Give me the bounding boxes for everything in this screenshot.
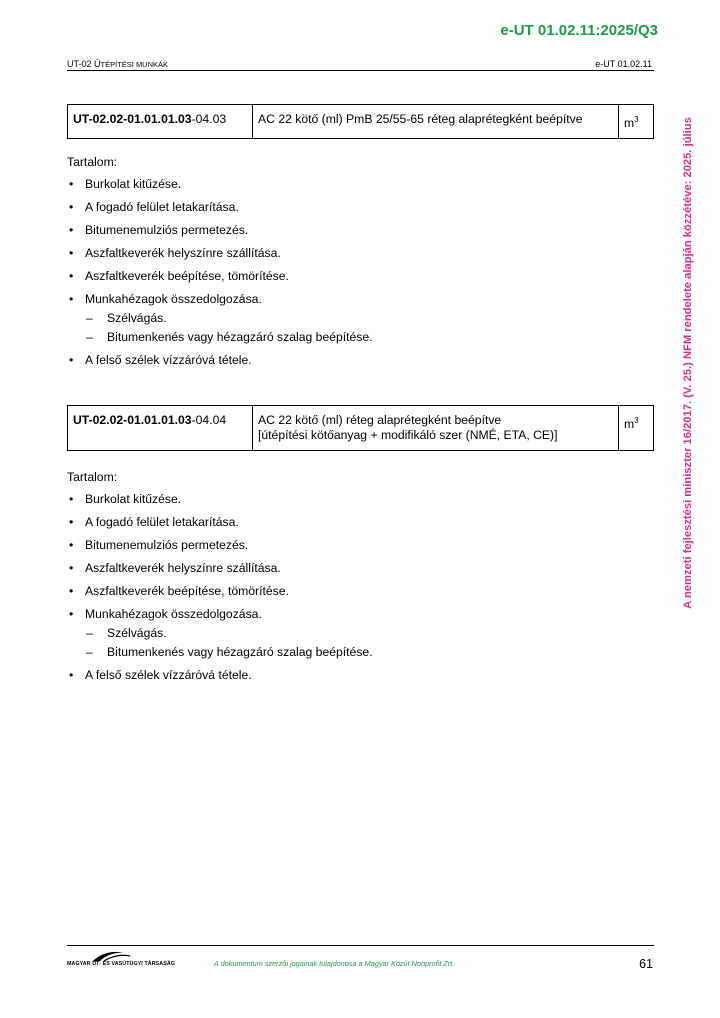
sub-list-item: – Szélvágás. [85, 626, 373, 641]
header-divider [67, 70, 654, 71]
item-unit-base: m [624, 116, 635, 131]
footer-divider [67, 945, 654, 946]
list-item: • Aszfaltkeverék beépítése, tömörítése. [67, 269, 373, 284]
sub-list-item: – Szélvágás. [85, 311, 373, 326]
list-item-text: Munkahézagok összedolgozása. [85, 607, 262, 621]
page-number: 61 [639, 957, 653, 971]
item-unit [619, 406, 654, 451]
list-item: • Burkolat kitűzése. [67, 492, 373, 507]
item-code [68, 105, 253, 139]
document-code: e-UT 01.02.11:2025/Q3 [500, 22, 658, 39]
header-section-first-letter: Ú [94, 59, 101, 69]
sub-list-item: – Bitumenkenés vagy hézagzáró szalag beépítése. [85, 330, 373, 345]
item-row [68, 406, 654, 451]
item-unit [619, 105, 654, 139]
list-item-text: Munkahézagok összedolgozása. [85, 292, 262, 306]
list-item: • Aszfaltkeverék helyszínre szállítása. [67, 561, 373, 576]
item-row [68, 105, 654, 139]
list-item: • A felső szélek vízzáróvá tétele. [67, 668, 373, 683]
item-description [253, 406, 619, 451]
item-code-bold: UT-02.02-01.01.01.03 [73, 413, 192, 427]
item-description [253, 105, 619, 139]
content-list [67, 177, 373, 368]
sub-list [85, 626, 373, 660]
header-section-prefix: UT-02 [67, 59, 95, 69]
content-label: Tartalom: [67, 470, 118, 484]
item-description-line-2: [útépítési kötőanyag + modifikáló szer (NMÉ, ETA, CE)] [258, 428, 558, 442]
running-header-section [67, 59, 168, 69]
item-code-suffix: -04.04 [191, 413, 227, 427]
item-description-line: AC 22 kötő (ml) PmB 25/55-65 réteg alaprétegként beépítve [258, 112, 583, 126]
item-table-2 [67, 405, 654, 451]
list-item: • Bitumenemulziós permetezés. [67, 223, 373, 238]
side-note-text: A nemzeti fejlesztési miniszter 16/2017. (V. 25.) NFM rendelete alapján közzétéve: 2025. július [682, 116, 694, 609]
copyright-notice: A dokumentum szerzői jogainak tulajdonosa a Magyar Közút Nonprofit Zrt. [214, 959, 455, 968]
publication-side-note [681, 95, 695, 630]
content-list [67, 492, 373, 683]
sub-list [85, 311, 373, 345]
item-description-line: AC 22 kötő (ml) réteg alaprétegként beépítve [258, 413, 502, 427]
content-label: Tartalom: [67, 155, 118, 169]
list-item: • A fogadó felület letakarítása. [67, 515, 373, 530]
list-item-with-subitems [67, 607, 373, 660]
item-unit-exponent: 3 [634, 115, 639, 124]
item-content-1 [67, 155, 373, 376]
list-item: • A fogadó felület letakarítása. [67, 200, 373, 215]
item-code [68, 406, 253, 451]
header-section-rest: TÉPÍTÉSI MUNKÁK [100, 60, 169, 69]
society-logo-text: MAGYAR ÚT- ÉS VASÚTÜGYI TÁRSASÁG [67, 961, 175, 967]
item-unit-base: m [624, 417, 635, 432]
item-code-suffix: -04.03 [191, 112, 227, 126]
item-content-2 [67, 470, 373, 691]
list-item: • Burkolat kitűzése. [67, 177, 373, 192]
sub-list-item: – Bitumenkenés vagy hézagzáró szalag beépítése. [85, 645, 373, 660]
list-item-with-subitems [67, 292, 373, 345]
running-header-code: e-UT 01.02.11 [595, 59, 652, 69]
item-unit-exponent: 3 [634, 416, 639, 425]
list-item: • A felső szélek vízzáróvá tétele. [67, 353, 373, 368]
list-item: • Aszfaltkeverék helyszínre szállítása. [67, 246, 373, 261]
item-code-bold: UT-02.02-01.01.01.03 [73, 112, 192, 126]
list-item: • Bitumenemulziós permetezés. [67, 538, 373, 553]
item-table-1 [67, 104, 654, 139]
list-item: • Aszfaltkeverék beépítése, tömörítése. [67, 584, 373, 599]
